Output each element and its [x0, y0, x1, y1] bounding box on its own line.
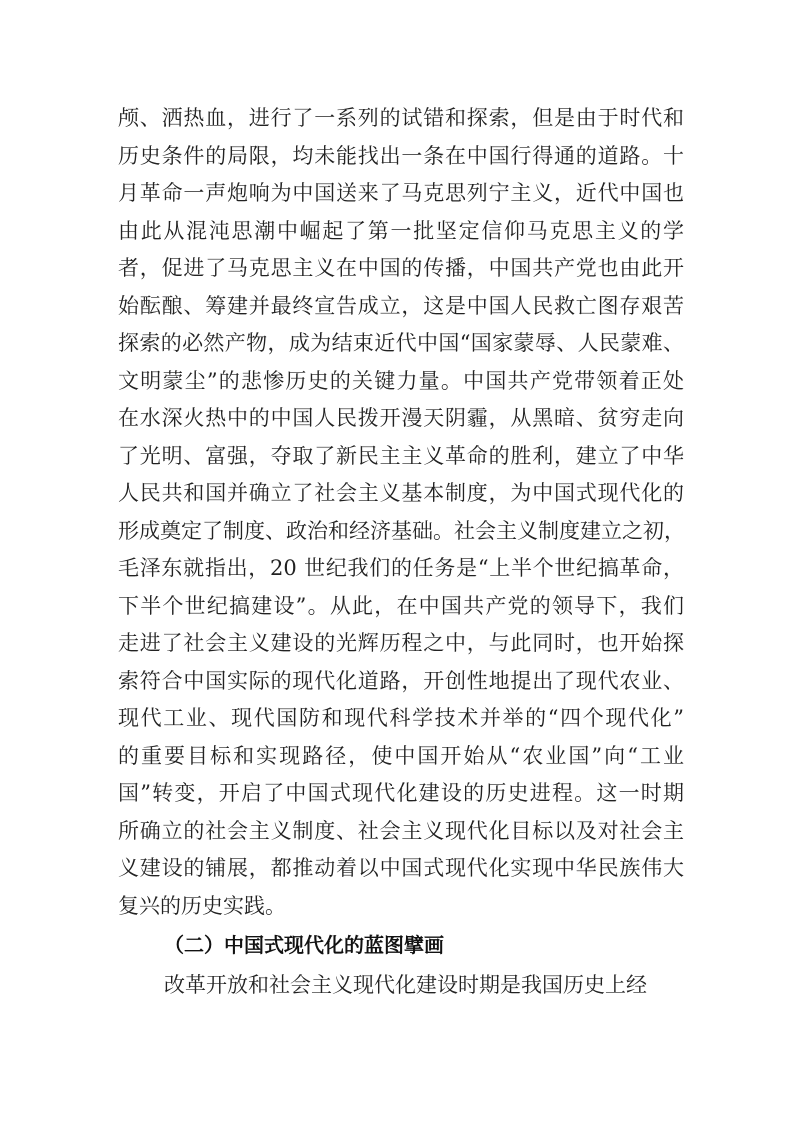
- paragraph2-first-line: 改革开放和社会主义现代化建设时期是我国历史上经: [164, 972, 647, 997]
- body-text-line: 在水深火热中的中国人民拨开漫天阴霾，从黑暗、贫穷走向: [118, 406, 684, 430]
- body-text-line: 文明蒙尘”的悲惨历史的关键力量。中国共产党带领着正处: [118, 368, 684, 393]
- body-text-line: 颅、洒热血，进行了一系列的试错和探索，但是由于时代和: [118, 106, 684, 130]
- body-text-line: 历史条件的局限，均未能找出一条在中国行得通的道路。十: [118, 143, 684, 168]
- body-text-line: 义建设的铺展，都推动着以中国式现代化实现中华民族伟大: [118, 856, 684, 880]
- body-text-line: 由此从混沌思潮中崛起了第一批坚定信仰马克思主义的学: [118, 218, 684, 243]
- body-text-line: 索符合中国实际的现代化道路，开创性地提出了现代农业、: [118, 668, 684, 693]
- body-text-line: 所确立的社会主义制度、社会主义现代化目标以及对社会主: [118, 818, 684, 843]
- body-text-line: 走进了社会主义建设的光辉历程之中，与此同时，也开始探: [118, 631, 684, 655]
- body-text-line: 毛泽东就指出，20 世纪我们的任务是“上半个世纪搞革命，: [118, 556, 684, 580]
- body-text-line: 现代工业、现代国防和现代科学技术并举的“四个现代化”: [118, 706, 684, 730]
- body-text-line: 了光明、富强，夺取了新民主主义革命的胜利，建立了中华: [118, 443, 684, 468]
- body-text-line: 人民共和国并确立了社会主义基本制度，为中国式现代化的: [118, 481, 684, 505]
- body-text-line: 者，促进了马克思主义在中国的传播，中国共产党也由此开: [118, 256, 684, 280]
- body-text-line: 国”转变，开启了中国式现代化建设的历史进程。这一时期: [118, 781, 684, 805]
- body-text-line: 的重要目标和实现路径，使中国开始从“农业国”向“工业: [118, 743, 684, 768]
- body-text-line: 月革命一声炮响为中国送来了马克思列宁主义，近代中国也: [118, 181, 684, 205]
- section-heading: （二）中国式现代化的蓝图擘画: [164, 933, 444, 957]
- body-text-line: 形成奠定了制度、政治和经济基础。社会主义制度建立之初，: [118, 518, 685, 543]
- body-text-line: 探索的必然产物，成为结束近代中国“国家蒙辱、人民蒙难、: [118, 331, 684, 355]
- body-text-line: 复兴的历史实践。: [118, 893, 286, 918]
- body-text-line: 始酝酿、筹建并最终宣告成立，这是中国人民救亡图存艰苦: [118, 293, 684, 318]
- body-text-line: 下半个世纪搞建设”。从此，在中国共产党的领导下，我们: [118, 593, 684, 618]
